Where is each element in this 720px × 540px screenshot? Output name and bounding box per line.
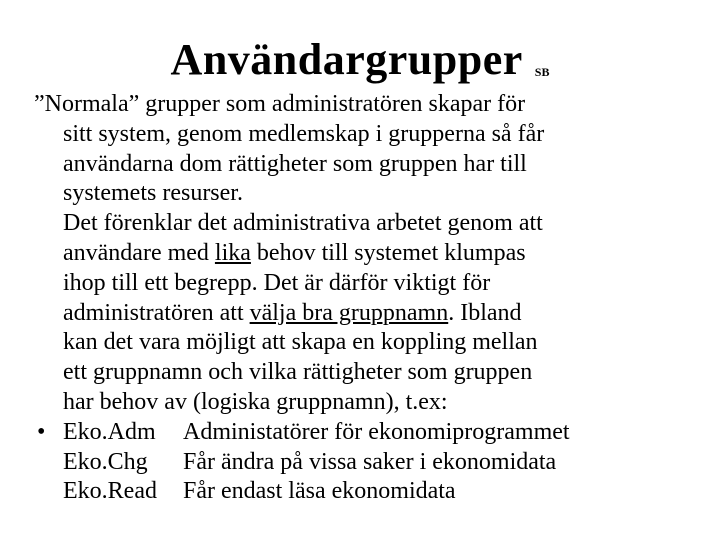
paragraph-line-1: ”Normala” grupper som administratören skapar för: [34, 91, 526, 117]
paragraph-line-10: ett gruppnamn och vilka rättigheter som gruppen: [63, 359, 533, 386]
paragraph-line-4: systemets resurser.: [63, 180, 243, 207]
author-badge: SB: [534, 65, 550, 79]
line-8-start: administratören att: [63, 299, 250, 326]
paragraph-line-8: [34, 299, 714, 329]
paragraph-line-9: kan det vara möjligt att skapa en koppling mellan: [63, 329, 538, 356]
paragraph-line-11: har behov av (logiska gruppnamn), t.ex:: [63, 388, 448, 415]
example-term: Eko.Read: [63, 478, 157, 505]
paragraph-line-5: Det förenklar det administrativa arbetet genom att: [63, 210, 543, 237]
example-term: Eko.Adm: [63, 418, 156, 445]
underlined-word-lika: lika: [214, 239, 251, 266]
bullet-icon: •: [37, 418, 46, 445]
paragraph-line-3: användarna dom rättigheter som gruppen har till: [63, 150, 527, 177]
example-term: Eko.Chg: [63, 448, 148, 475]
slide-title: Användargrupper: [170, 35, 523, 84]
example-row-eko-adm: [34, 418, 714, 448]
example-description: Får ändra på vissa saker i ekonomidata: [183, 448, 557, 475]
paragraph-line-2: sitt system, genom medlemskap i grupperna så får: [63, 120, 545, 147]
slide-body: [34, 90, 714, 507]
example-description: Administatörer för ekonomiprogrammet: [183, 418, 570, 445]
slide-title-row: [0, 34, 720, 85]
paragraph-line-6: [34, 239, 714, 269]
example-row-eko-read: [34, 477, 714, 507]
underlined-phrase-valja-bra-gruppnamn: välja bra gruppnamn: [249, 299, 449, 326]
line-6-end: behov till systemet klumpas: [250, 239, 526, 266]
line-8-end: . Ibland: [448, 299, 522, 326]
example-row-eko-chg: [34, 448, 714, 478]
line-6-start: användare med: [63, 239, 215, 266]
example-description: Får endast läsa ekonomidata: [183, 478, 456, 505]
paragraph-line-7: ihop till ett begrepp. Det är därför viktigt för: [63, 269, 491, 296]
